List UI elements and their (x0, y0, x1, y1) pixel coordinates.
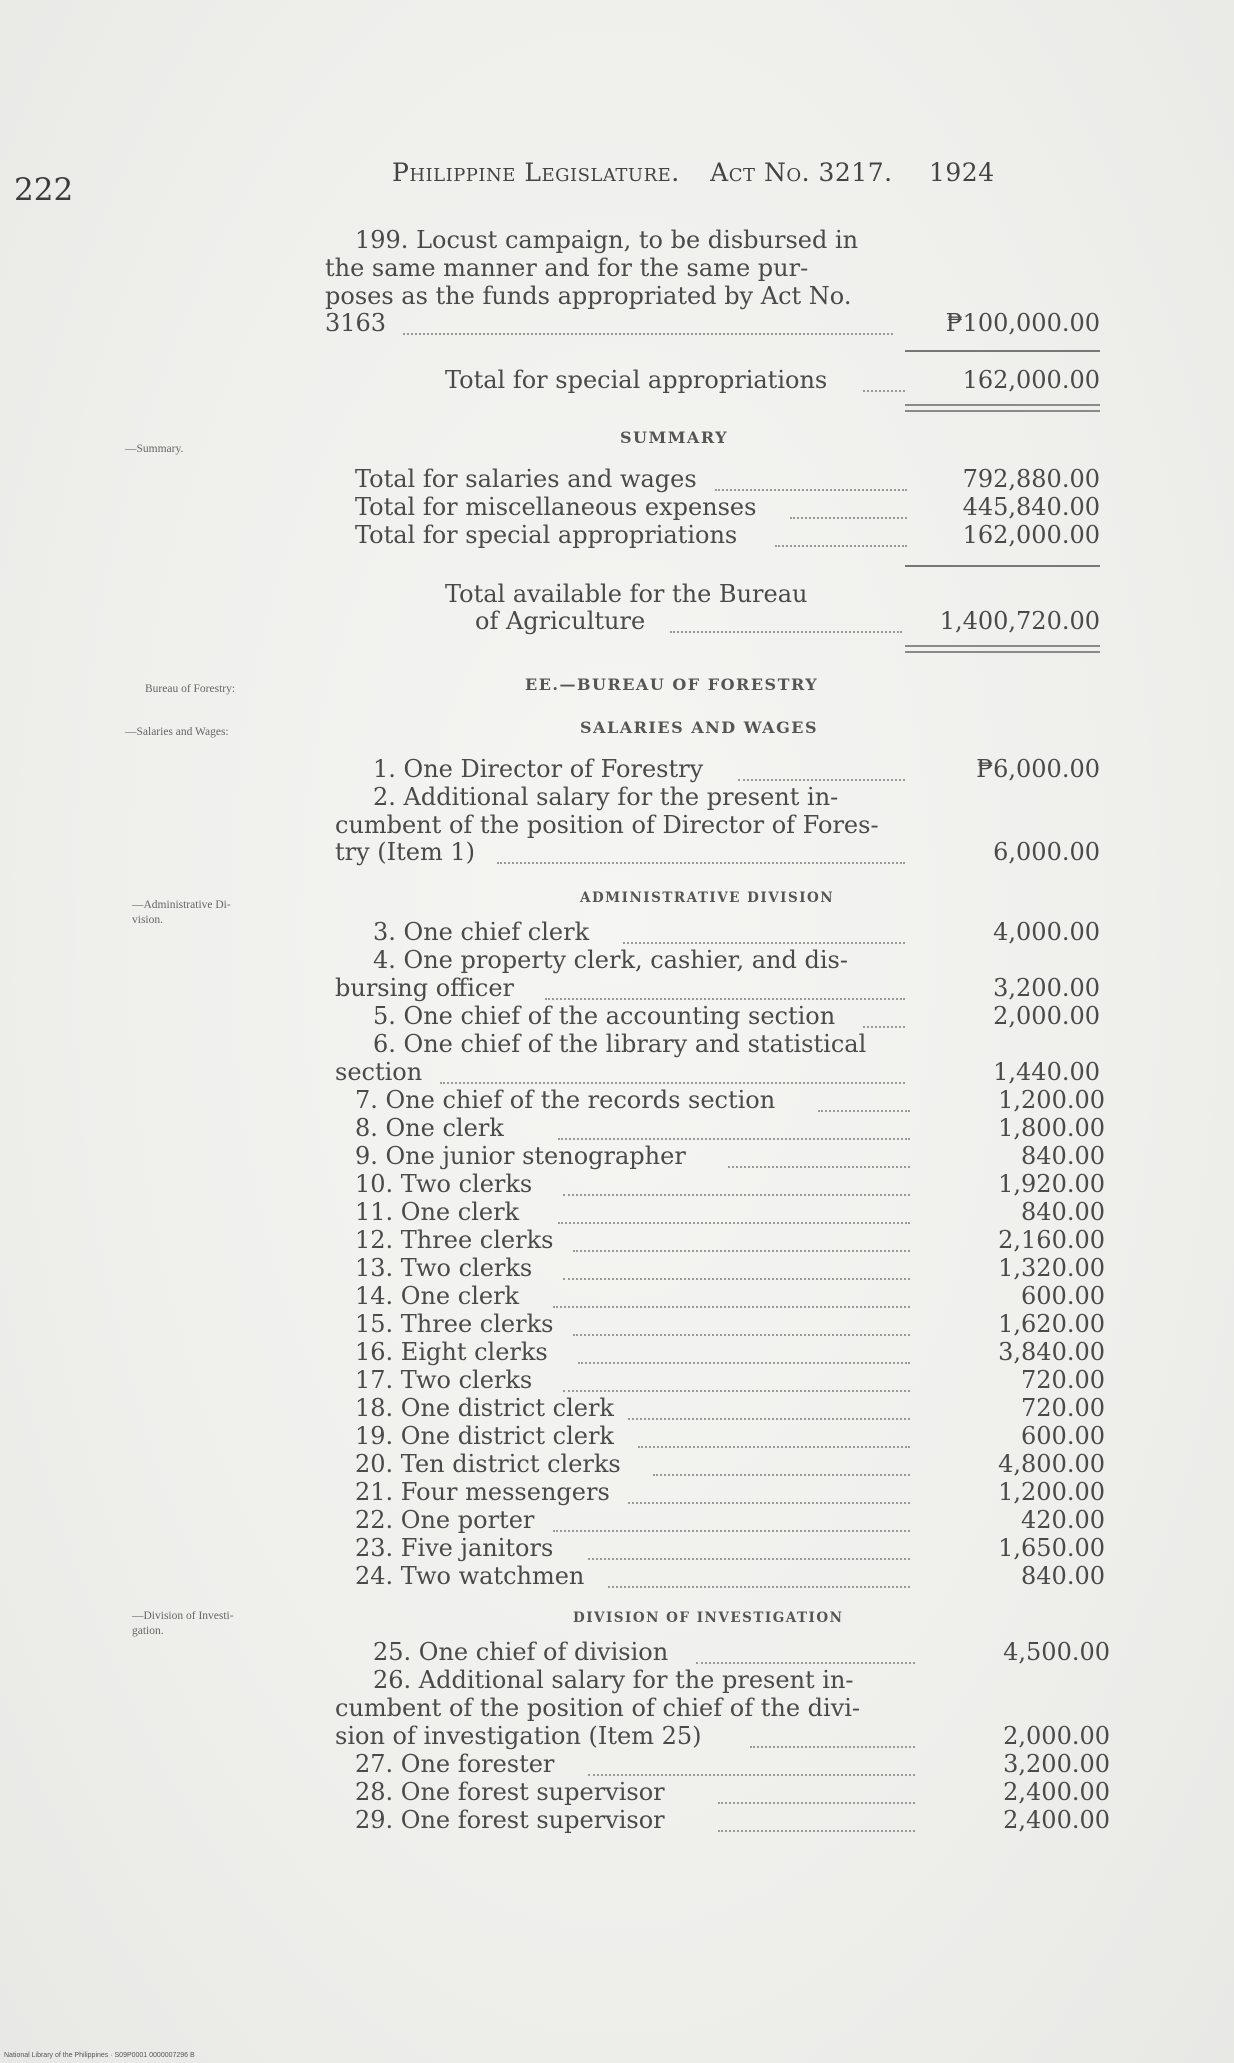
item-amount: 600.00 (1021, 1422, 1105, 1450)
item-label: 1. One Director of Forestry (373, 755, 704, 783)
item-label: bursing officer (335, 974, 515, 1002)
summary-label: Total for miscellaneous expenses (355, 493, 757, 521)
item26-line-1: 26. Additional salary for the present in- (373, 1666, 854, 1694)
summary-heading: SUMMARY (620, 428, 729, 447)
summary-amount: 162,000.00 (962, 521, 1100, 549)
item-label: 20. Ten district clerks (355, 1450, 621, 1478)
item-amount: 6,000.00 (993, 838, 1100, 866)
item-row (335, 1058, 1100, 1086)
item-amount: 1,920.00 (998, 1170, 1105, 1198)
item-row (355, 1198, 1105, 1226)
item-amount: 3,200.00 (993, 974, 1100, 1002)
summary-row (355, 465, 1100, 493)
item-amount: 840.00 (1021, 1562, 1105, 1590)
item-amount: 4,500.00 (1003, 1638, 1110, 1666)
item-row (355, 1114, 1105, 1142)
item-row (355, 1338, 1105, 1366)
summary-total-line-2: of Agriculture (475, 607, 646, 635)
item-amount: 2,160.00 (998, 1226, 1105, 1254)
item-row (355, 1506, 1105, 1534)
item-row (355, 1170, 1105, 1198)
item-row (355, 1478, 1105, 1506)
margin-note-investigation-2: gation. (132, 1625, 164, 1637)
item-label: 28. One forest supervisor (355, 1778, 665, 1806)
header-year: 1924 (929, 158, 995, 187)
item-amount: 2,000.00 (1003, 1722, 1110, 1750)
item-amount: 1,800.00 (998, 1114, 1105, 1142)
summary-label: Total for salaries and wages (355, 465, 697, 493)
item-amount: ₱6,000.00 (976, 755, 1100, 783)
item-label: 3. One chief clerk (373, 918, 590, 946)
summary-total-row (475, 607, 1100, 635)
running-header (392, 158, 995, 187)
page-number: 222 (14, 172, 74, 208)
margin-note-bureau: Bureau of Forestry: (145, 683, 236, 695)
margin-note-investigation (132, 1609, 234, 1639)
item-amount: 2,000.00 (993, 1002, 1100, 1030)
act-number: Act No. 3217. (710, 158, 893, 187)
rule (905, 565, 1100, 567)
double-rule (905, 645, 1100, 653)
item6-line-1: 6. One chief of the library and statistical (373, 1030, 867, 1058)
item-label: try (Item 1) (335, 838, 476, 866)
forestry-heading: EE.—BUREAU OF FORESTRY (525, 675, 819, 694)
item-amount: 2,400.00 (1003, 1806, 1110, 1834)
item-amount: 3,840.00 (998, 1338, 1105, 1366)
double-rule (905, 404, 1100, 412)
margin-note-admin-1: —Administrative Di- (132, 899, 231, 911)
item-label: 27. One forester (355, 1750, 555, 1778)
item-amount: 1,650.00 (998, 1534, 1105, 1562)
summary-amount: 792,880.00 (962, 465, 1100, 493)
item-amount: 720.00 (1021, 1394, 1105, 1422)
item-label: section (335, 1058, 423, 1086)
special-total-amount: 162,000.00 (962, 366, 1100, 394)
item-label: 15. Three clerks (355, 1310, 554, 1338)
margin-note-admin-2: vision. (132, 914, 163, 926)
investigation-heading: DIVISION OF INVESTIGATION (573, 1610, 844, 1626)
item-row (355, 1282, 1105, 1310)
item-row (355, 1394, 1105, 1422)
item-row (355, 1534, 1105, 1562)
item-label: 16. Eight clerks (355, 1338, 548, 1366)
item4-line-1: 4. One property clerk, cashier, and dis- (373, 946, 848, 974)
item-label: sion of investigation (Item 25) (335, 1722, 702, 1750)
locust-line-3: poses as the funds appropriated by Act No. (325, 282, 852, 310)
locust-total-row (325, 309, 1100, 337)
item-label: 5. One chief of the accounting section (373, 1002, 836, 1030)
locust-line-4: 3163 (325, 309, 387, 337)
item-label: 17. Two clerks (355, 1366, 533, 1394)
item-label: 18. One district clerk (355, 1394, 614, 1422)
item-row (355, 1562, 1105, 1590)
item-label: 29. One forest supervisor (355, 1806, 665, 1834)
item-amount: 1,200.00 (998, 1086, 1105, 1114)
item-amount: 720.00 (1021, 1366, 1105, 1394)
running-title: Philippine Legislature. (392, 158, 680, 187)
item-row (355, 1750, 1110, 1778)
salaries-heading: SALARIES AND WAGES (580, 718, 818, 737)
item-label: 19. One district clerk (355, 1422, 614, 1450)
item-label: 12. Three clerks (355, 1226, 554, 1254)
item-row (335, 1722, 1110, 1750)
margin-note-investigation-1: —Division of Investi- (132, 1610, 234, 1622)
item-amount: 420.00 (1021, 1506, 1105, 1534)
item-row (355, 1806, 1110, 1834)
item-amount: 840.00 (1021, 1198, 1105, 1226)
item-row (373, 755, 1100, 783)
item-row (355, 1422, 1105, 1450)
item-row (355, 1450, 1105, 1478)
item-row (355, 1086, 1105, 1114)
summary-total-line-1: Total available for the Bureau (445, 580, 808, 608)
item-label: 7. One chief of the records section (355, 1086, 776, 1114)
item-amount: 4,000.00 (993, 918, 1100, 946)
item-row (355, 1778, 1110, 1806)
summary-total-amount: 1,400,720.00 (939, 607, 1100, 635)
item-label: 24. Two watchmen (355, 1562, 585, 1590)
item2-line-1: 2. Additional salary for the present in- (373, 783, 839, 811)
item-row (373, 1638, 1110, 1666)
locust-line-1: 199. Locust campaign, to be disbursed in (355, 226, 859, 254)
summary-row (355, 493, 1100, 521)
item-row (335, 974, 1100, 1002)
item-amount: 1,320.00 (998, 1254, 1105, 1282)
item-label: 23. Five janitors (355, 1534, 554, 1562)
special-total-label: Total for special appropriations (445, 366, 828, 394)
item-label: 25. One chief of division (373, 1638, 669, 1666)
item-amount: 1,200.00 (998, 1478, 1105, 1506)
item-amount: 4,800.00 (998, 1450, 1105, 1478)
item-amount: 1,620.00 (998, 1310, 1105, 1338)
item-label: 22. One porter (355, 1506, 535, 1534)
margin-note-admin (132, 898, 231, 928)
margin-note-salaries: —Salaries and Wages: (125, 726, 229, 738)
admin-heading: ADMINISTRATIVE DIVISION (580, 890, 835, 906)
item-row (373, 918, 1100, 946)
item-amount: 600.00 (1021, 1282, 1105, 1310)
item-row (355, 1226, 1105, 1254)
item-amount: 840.00 (1021, 1142, 1105, 1170)
item-label: 14. One clerk (355, 1282, 520, 1310)
item-row (355, 1254, 1105, 1282)
rule (905, 350, 1100, 352)
item-row (355, 1366, 1105, 1394)
item-row (355, 1142, 1105, 1170)
footer-credit: National Library of the Philippines · S09P0001 0000007296 B (4, 2052, 195, 2059)
item-amount: 3,200.00 (1003, 1750, 1110, 1778)
summary-row (355, 521, 1100, 549)
item-label: 8. One clerk (355, 1114, 504, 1142)
margin-note-summary: —Summary. (125, 443, 184, 455)
item-label: 21. Four messengers (355, 1478, 610, 1506)
item-amount: 1,440.00 (993, 1058, 1100, 1086)
item-label: 13. Two clerks (355, 1254, 533, 1282)
item-amount: 2,400.00 (1003, 1778, 1110, 1806)
item-row (335, 838, 1100, 866)
item-label: 10. Two clerks (355, 1170, 533, 1198)
item26-line-2: cumbent of the position of chief of the divi- (335, 1694, 861, 1722)
item-row (355, 1310, 1105, 1338)
item-label: 11. One clerk (355, 1198, 520, 1226)
summary-label: Total for special appropriations (355, 521, 738, 549)
item-label: 9. One junior stenographer (355, 1142, 686, 1170)
item-row (373, 1002, 1100, 1030)
locust-amount: ₱100,000.00 (945, 309, 1100, 337)
summary-amount: 445,840.00 (962, 493, 1100, 521)
locust-line-2: the same manner and for the same pur- (325, 254, 809, 282)
special-total-row (445, 366, 1100, 394)
item2-line-2: cumbent of the position of Director of Fores- (335, 811, 879, 839)
